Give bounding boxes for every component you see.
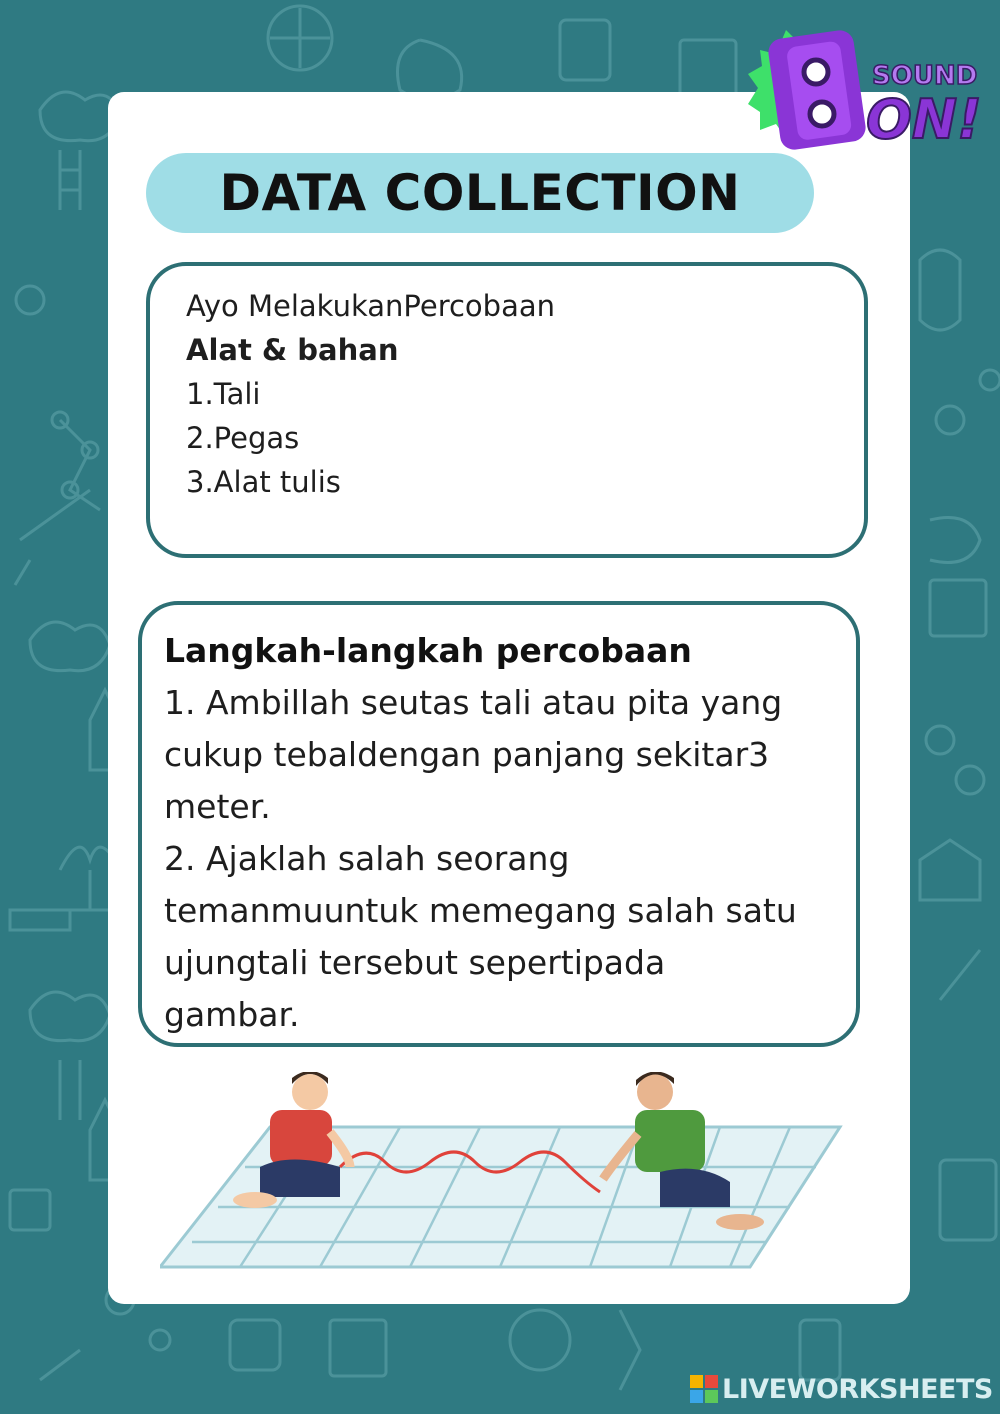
liveworksheets-brand: LIVEWORKSHEETS <box>722 1373 993 1405</box>
sound-on-icon[interactable] <box>748 26 984 154</box>
liveworksheets-logo[interactable] <box>690 1372 993 1406</box>
page-title: DATA COLLECTION <box>219 164 741 222</box>
step-item: 1. Ambillah seutas tali atau pita yang cukup tebaldengan panjang sekitar3 meter. <box>164 683 783 826</box>
materials-intro: Ayo MelakukanPercobaan <box>186 289 555 323</box>
materials-heading: Alat & bahan <box>186 333 399 367</box>
materials-box <box>146 262 868 558</box>
liveworksheets-mark-icon <box>690 1375 718 1403</box>
badge-word1: SOUND <box>872 61 978 91</box>
step-item: 2. Ajaklah salah seorang temanmuuntuk memegang salah satu ujungtali tersebut sepertipada gambar. <box>164 839 797 1034</box>
badge-word2: ON! <box>866 88 982 151</box>
steps-heading: Langkah-langkah percobaan <box>164 631 692 670</box>
material-item: 3.Alat tulis <box>186 465 341 499</box>
material-item: 2.Pegas <box>186 421 300 455</box>
title-banner <box>146 153 814 233</box>
rope-experiment-illustration <box>160 1072 850 1272</box>
material-item: 1.Tali <box>186 377 261 411</box>
steps-box <box>138 601 860 1047</box>
